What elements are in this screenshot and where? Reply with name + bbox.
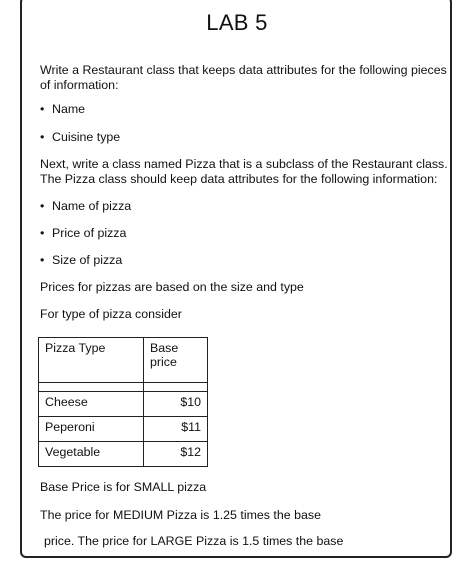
page-title: LAB 5 (206, 10, 268, 35)
cell-base-price: $12 (144, 442, 208, 467)
bullet-icon: • (40, 199, 45, 213)
header-base-price (144, 338, 208, 383)
pizza-attribute-name (40, 198, 131, 214)
bullet-icon: • (40, 253, 45, 267)
prices-note: Prices for pizzas are based on the size and type (40, 280, 304, 294)
bullet-icon: • (40, 226, 45, 240)
pizza-attribute-label: Size of pizza (52, 253, 123, 267)
restaurant-attribute-name (40, 101, 85, 117)
table-header-row (39, 338, 208, 383)
header-base-price-line-1: Base (150, 341, 179, 355)
type-note: For type of pizza consider (40, 307, 182, 321)
medium-price-line: The price for MEDIUM Pizza is 1.25 times the base (40, 508, 321, 522)
intro-line-2: of information: (40, 78, 119, 92)
cell-base-price: $10 (144, 392, 208, 417)
restaurant-attribute-cuisine (40, 129, 120, 145)
table-spacer-row (39, 383, 208, 392)
restaurant-attribute-label: Cuisine type (52, 130, 121, 144)
cell-pizza-type: Peperoni (39, 417, 144, 442)
cell-pizza-type: Cheese (39, 392, 144, 417)
large-price-line: price. The price for LARGE Pizza is 1.5 times the base (44, 534, 344, 548)
restaurant-attribute-label: Name (52, 102, 86, 116)
spacer-cell (144, 383, 208, 392)
intro-line-1: Write a Restaurant class that keeps data attributes for the following pieces (40, 63, 447, 77)
table-row (39, 417, 208, 442)
cell-pizza-type: Vegetable (39, 442, 144, 467)
bullet-icon: • (40, 130, 45, 144)
bullet-icon: • (40, 102, 45, 116)
pizza-attribute-label: Price of pizza (52, 226, 127, 240)
base-price-note: Base Price is for SMALL pizza (40, 480, 207, 494)
header-pizza-type: Pizza Type (39, 338, 144, 383)
pizza-attribute-label: Name of pizza (52, 199, 132, 213)
cell-base-price: $11 (144, 417, 208, 442)
header-base-price-line-2: price (150, 355, 177, 369)
pizza-intro-line-2: The Pizza class should keep data attributes for the following information: (40, 172, 438, 186)
pizza-attribute-price (40, 225, 126, 241)
pizza-attribute-size (40, 252, 122, 268)
table-row (39, 392, 208, 417)
spacer-cell (39, 383, 144, 392)
pizza-intro-line-1: Next, write a class named Pizza that is a subclass of the Restaurant class. (40, 157, 448, 171)
table-row (39, 442, 208, 467)
pizza-price-table (38, 337, 208, 467)
